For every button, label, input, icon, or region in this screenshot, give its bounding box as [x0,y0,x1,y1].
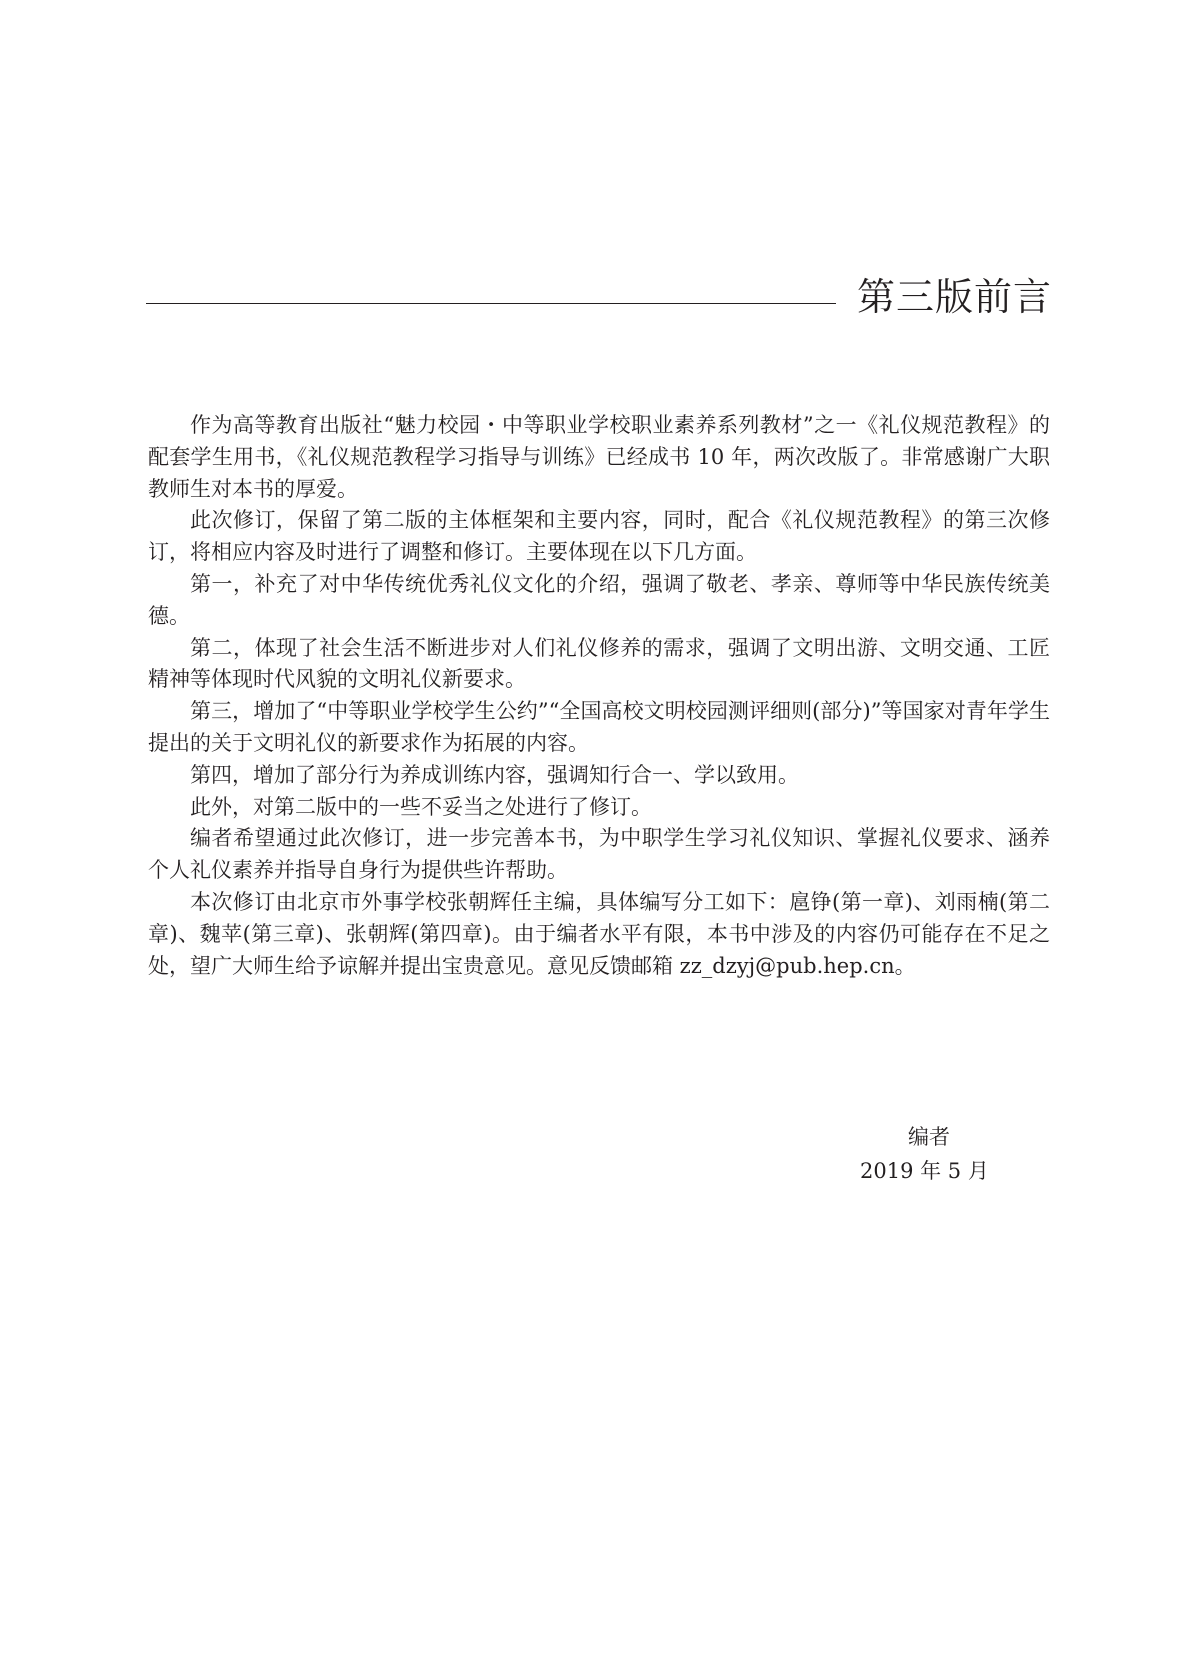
header-rule [146,303,836,304]
paragraph: 第二，体现了社会生活不断进步对人们礼仪修养的需求，强调了文明出游、文明交通、工匠精神等体现时代风貌的文明礼仪新要求。 [148,635,1050,692]
preface-header [146,270,1052,324]
paragraph: 作为高等教育出版社“魅力校园・中等职业学校职业素养系列教材”之一《礼仪规范教程》的配套学生用书，《礼仪规范教程学习指导与训练》已经成书 10 年，两次改版了。非常感谢广大职教师生对本书的厚爱。 [148,413,1050,501]
paragraph: 第三，增加了“中等职业学校学生公约”“全国高校文明校园测评细则(部分)”等国家对青年学生提出的关于文明礼仪的新要求作为拓展的内容。 [148,699,1050,755]
paragraph: 第一，补充了对中华传统优秀礼仪文化的介绍，强调了敬老、孝亲、尊师等中华民族传统美德。 [148,571,1050,628]
paragraph: 此外，对第二版中的一些不妥当之处进行了修订。 [190,794,652,819]
paragraph: 此次修订，保留了第二版的主体框架和主要内容，同时，配合《礼仪规范教程》的第三次修订，将相应内容及时进行了调整和修订。主要体现在以下几方面。 [148,508,1050,565]
signature-block [860,1120,1020,1188]
paragraph: 编者希望通过此次修订，进一步完善本书，为中职学生学习礼仪知识、掌握礼仪要求、涵养个人礼仪素养并指导自身行为提供些许帮助。 [148,826,1050,883]
paragraph: 本次修订由北京市外事学校张朝辉任主编，具体编写分工如下：扈铮(第一章)、刘雨楠(第二章)、魏苹(第三章)、张朝辉(第四章)。由于编者水平有限，本书中涉及的内容仍可能存在不足之处，望广大师生给予谅解并提出宝贵意见。意见反馈邮箱 zz_dzyj@pub.hep.cn。 [148,889,1050,978]
page-title: 第三版前言 [856,275,1052,319]
preface-body [148,410,1050,982]
signature-date: 2019 年 5 月 [860,1159,989,1183]
paragraph: 第四，增加了部分行为养成训练内容，强调知行合一、学以致用。 [190,762,799,787]
signature-author: 编者 [908,1125,950,1149]
